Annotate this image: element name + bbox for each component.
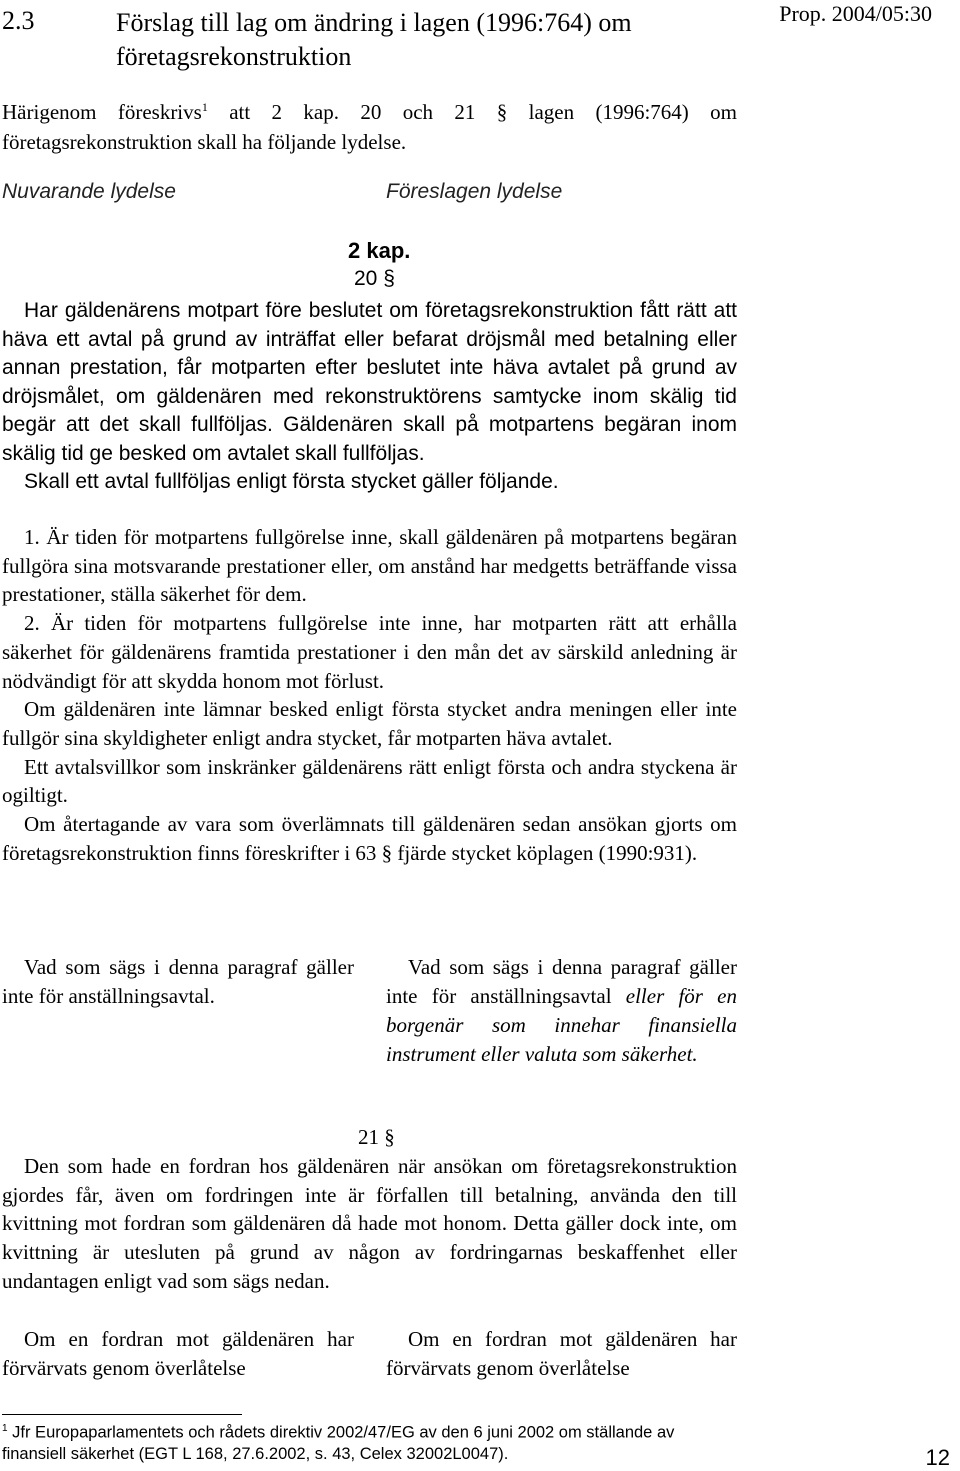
paragraph-20-body-first	[2, 297, 737, 497]
paragraph-20-item2: 2. Är tiden för motpartens fullgörelse inte inne, har motparten rätt att erhålla säkerhet för gäldenärens framtida prestationer i den mån det av särskild anledning är nödvändigt för att skydda honom mot förlust.	[2, 611, 737, 693]
footnote-reference[interactable]: 1	[201, 100, 208, 114]
paragraph-number-20: 20 §	[354, 267, 395, 290]
footnote-separator	[2, 1414, 242, 1415]
paragraph-20-body-rest	[2, 523, 737, 867]
intro-paragraph	[2, 92, 737, 157]
paragraph-20-current-text: Vad som sägs i denna paragraf gäller inte för anställningsavtal.	[2, 955, 354, 1008]
proposition-reference: Prop. 2004/05:30	[779, 1, 932, 26]
paragraph-20-text1: Har gäldenärens motpart före beslutet om företagsrekonstruktion fått rätt att häva ett avtal på grund av inträffat eller befarat dröjsmål med betalning eller annan prestation, får motparten efter beslutet inte häva avtalet på grund av dröjsmålet, om gäldenären med rekonstruktörens samtycke inom skälig tid begär att det skall fullföljas. Gäldenären skall på motpartens begäran inom skälig tid ge besked om avtalet skall fullföljas.	[2, 299, 737, 465]
footnote	[2, 1418, 737, 1465]
paragraph-20-proposed-text	[386, 953, 737, 1069]
proposed-unchanged-text: Vad som sägs i denna paragraf gäller inte för anställningsavtal	[386, 955, 737, 1008]
paragraph-20-p5: Om återtagande av vara som överlämnats till gäldenären sedan ansökan gjorts om företagsrekonstruktion finns föreskrifter i 63 § fjärde stycket köplagen (1990:931).	[2, 812, 737, 865]
column-heading-proposed: Föreslagen lydelse	[386, 180, 563, 203]
paragraph-20-p3: Om gäldenären inte lämnar besked enligt första stycket andra meningen eller inte fullgör sina skyldigheter enligt andra stycket, får motparten häva avtalet.	[2, 697, 737, 750]
intro-text-end: att 2 kap. 20 och 21 § lagen (1996:764) om företagsrekonstruktion skall ha följande lydelse.	[2, 100, 738, 154]
paragraph-20-p4: Ett avtalsvillkor som inskränker gäldenärens rätt enligt första och andra styckena är ogiltigt.	[2, 754, 737, 808]
paragraph-21-proposed-last	[386, 1325, 737, 1383]
proposed-new-text: eller för en borgenär som innehar finansiella instrument eller valuta som säkerhet.	[386, 984, 737, 1066]
paragraph-20-text2: Skall ett avtal fullföljas enligt första stycket gäller följande.	[24, 470, 559, 493]
column-heading-current: Nuvarande lydelse	[2, 180, 176, 203]
paragraph-20-current-last	[2, 953, 354, 1011]
footnote-number: 1	[2, 1423, 8, 1434]
paragraph-20-proposed-last	[386, 953, 737, 1069]
section-title: Förslag till lag om ändring i lagen (1996:764) om företagsrekonstruktion	[116, 8, 632, 71]
paragraph-21-current-last	[2, 1325, 354, 1383]
footnote-text: Jfr Europaparlamentets och rådets direktiv 2002/47/EG av den 6 juni 2002 om ställande av finansiell säkerhet (EGT L 168, 27.6.2002, s. 43, Celex 32002L0047).	[2, 1423, 675, 1463]
page-number: 12	[925, 1445, 950, 1470]
paragraph-21-current-text: Om en fordran mot gäldenären har förvärvats genom överlåtelse	[2, 1327, 354, 1380]
section-number: 2.3	[2, 6, 35, 35]
paragraph-21-proposed-text: Om en fordran mot gäldenären har förvärvats genom överlåtelse	[386, 1327, 737, 1380]
paragraph-21-text: Den som hade en fordran hos gäldenären när ansökan om företagsrekonstruktion gjordes får, även om fordringen inte är förfallen till betalning, använda den till kvittning mot fordran som gäldenären då hade mot honom. Detta gäller dock inte, om kvittning är utesluten på grund av någon av fordringarnas beskaffenhet eller undantagen enligt vad som sägs nedan.	[2, 1154, 737, 1293]
paragraph-number-21: 21 §	[358, 1125, 395, 1149]
paragraph-21-body	[2, 1152, 737, 1296]
chapter-heading: 2 kap.	[348, 238, 411, 263]
paragraph-20-item1: 1. Är tiden för motpartens fullgörelse inne, skall gäldenären på motpartens begäran fullgöra sina motsvarande prestationer eller, om anstånd har medgetts beträffande vissa prestationer, ställa säkerhet för dem.	[2, 525, 737, 607]
intro-text-start: Härigenom föreskrivs	[2, 100, 202, 124]
